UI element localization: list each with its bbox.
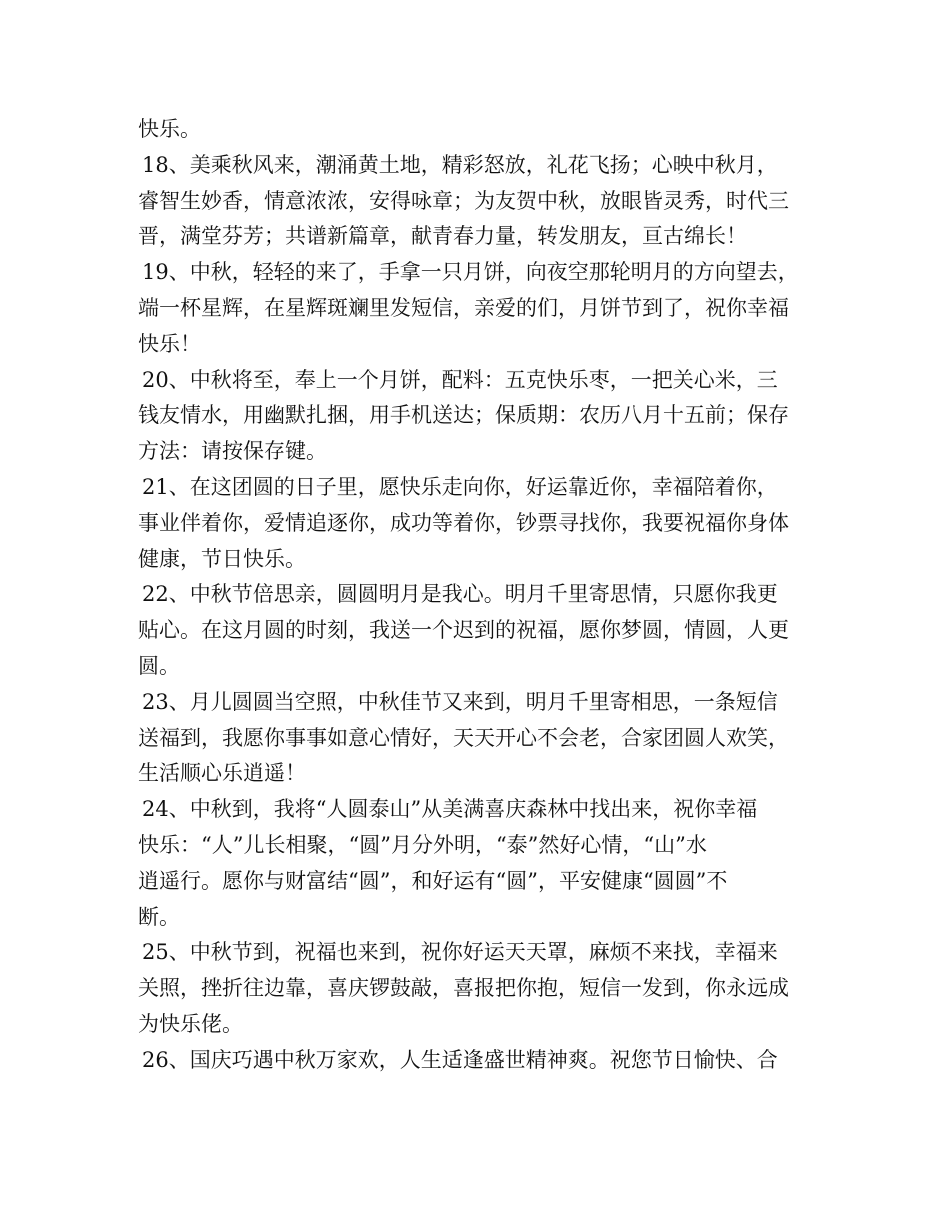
text-line: 方法：请按保存键。: [138, 439, 327, 464]
paragraph-first-line: 19、中秋，轻轻的来了，手拿一只月饼，向夜空那轮明月的方向望去，: [142, 260, 799, 285]
text-line: 晋，满堂芬芳；共谱新篇章，献青春力量，转发朋友，亘古绵长！: [138, 224, 747, 249]
text-line: 端一杯星辉，在星辉斑斓里发短信，亲爱的们，月饼节到了，祝你幸福: [138, 295, 789, 320]
paragraph-first-line: 23、月儿圆圆当空照，中秋佳节又来到，明月千里寄相思，一条短信: [142, 689, 778, 714]
text-line: 钱友情水，用幽默扎捆，用手机送达；保质期：农历八月十五前；保存: [138, 403, 789, 428]
paragraph-first-line: 22、中秋节倍思亲，圆圆明月是我心。明月千里寄思情，只愿你我更: [142, 582, 778, 607]
paragraph-first-line: 26、国庆巧遇中秋万家欢，人生适逢盛世精神爽。祝您节日愉快、合: [142, 1047, 778, 1072]
paragraph-first-line: 18、美乘秋风来，潮涌黄土地，精彩怒放，礼花飞扬；心映中秋月，: [142, 152, 778, 177]
text-line: 事业伴着你，爱情追逐你，成功等着你，钞票寻找你，我要祝福你身体: [138, 510, 789, 535]
paragraph-first-line: 24、中秋到，我将“人圆泰山”从美满喜庆森林中找出来，祝你幸福: [142, 797, 758, 822]
text-line: 快乐！: [138, 331, 201, 356]
paragraph-first-line: 20、中秋将至，奉上一个月饼，配料：五克快乐枣，一把关心米，三: [142, 367, 778, 392]
text-line: 贴心。在这月圆的时刻，我送一个迟到的祝福，愿你梦圆，情圆，人更: [138, 618, 789, 643]
paragraph-first-line: 21、在这团圆的日子里，愿快乐走向你，好运靠近你，幸福陪着你，: [142, 474, 778, 499]
text-line: 快乐：“人”儿长相聚，“圆”月分外明，“泰”然好心情，“山”水: [138, 832, 707, 857]
text-line: 生活顺心乐逍遥！: [138, 761, 306, 786]
text-line: 关照，挫折往边靠，喜庆锣鼓敲，喜报把你抱，短信一发到，你永远成: [138, 976, 789, 1001]
document-body: [138, 112, 818, 1079]
text-line: 健康，节日快乐。: [138, 546, 306, 571]
text-line: 逍遥行。愿你与财富结“圆”，和好运有“圆”，平安健康“圆圆”不: [138, 868, 728, 893]
text-line: 快乐。: [138, 117, 201, 141]
text-line: 断。: [138, 904, 180, 929]
text-line: 圆。: [138, 653, 180, 678]
text-line: 为快乐佬。: [138, 1011, 243, 1036]
text-line: 睿智生妙香，情意浓浓，安得咏章；为友贺中秋，放眼皆灵秀，时代三: [138, 188, 789, 213]
text-line: 送福到，我愿你事事如意心情好，天天开心不会老，合家团圆人欢笑，: [138, 725, 789, 750]
paragraph-first-line: 25、中秋节到，祝福也来到，祝你好运天天罩，麻烦不来找，幸福来: [142, 940, 778, 965]
